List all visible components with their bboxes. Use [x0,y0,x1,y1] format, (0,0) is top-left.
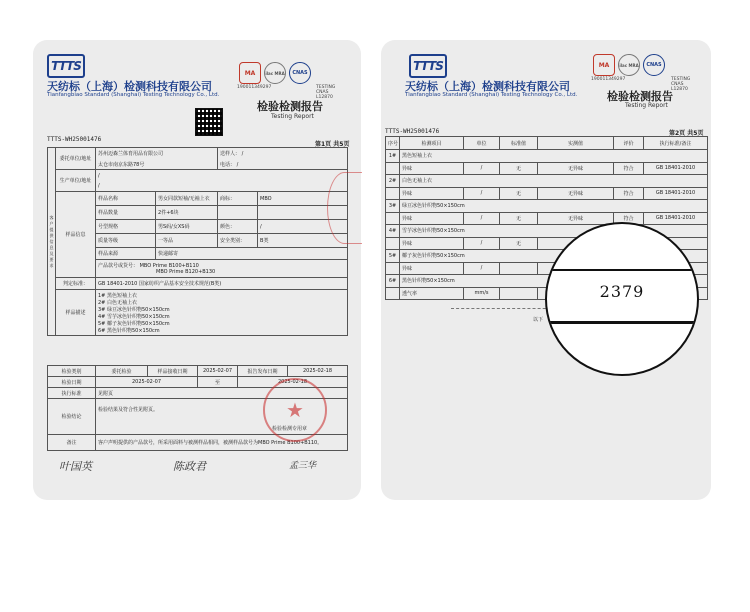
receive-date-label: 样品接收日期 [148,366,198,377]
result-cell-unit: mm/s [464,287,500,300]
signature-2: 陈政君 [173,460,206,473]
source-value: 快递邮寄 [156,248,348,260]
page-number: 第1页 共5页 [315,141,350,148]
ma-cert-icon: MA [239,62,261,84]
result-cell-no: 1# [386,150,400,163]
result-cell-item: 异味 [400,262,464,275]
phone-value: / [236,161,239,168]
ma-code: 190011349297 [237,85,272,90]
results-header-cell: 执行标准/备注 [644,137,708,150]
result-cell-blank [386,187,400,200]
result-cell-limit: 无异味 [538,162,614,175]
standard-label: 判定标准： [56,278,96,290]
report-subtitle: Testing Report [625,102,668,109]
desc-list [96,290,348,336]
result-cell-item: 异味 [400,237,464,250]
result-cell-blank [386,262,400,275]
brand-label: 商标： [218,192,258,206]
cnas-code: TESTING CNAS L12870 [671,77,691,92]
result-cell-text: 椰子灰色针织物50×150cm [400,250,708,263]
result-row [386,187,708,200]
test-date-to: 至 [198,377,238,388]
result-cell-text: 黑色针织物50×150cm [400,275,708,288]
sample-section-row [386,175,708,188]
test-type-label: 检验类别 [48,366,96,377]
client-name: 苏州迈森兰体育用品有限公司 [98,150,164,157]
conclusion-value: 检验结果及符合性见附页。 [98,407,159,413]
client-address: 太仓市南京东路78号 [98,161,145,168]
company-name-cn: 天纺标（上海）检测科技有限公司 [405,80,570,93]
cert-logos [239,62,311,84]
model-value: 男S码/女XS码 [156,220,218,234]
signature-3: 孟三华 [289,461,317,471]
magnified-value: 2379 [599,282,645,301]
result-cell-eval: GB 18401-2010 [644,187,708,200]
results-header-cell: 标准值 [500,137,538,150]
report-page-1 [33,40,361,500]
ilac-cert-icon: ilac MRA [618,54,640,76]
company-name-en: Tianfangbiao Standard (Shanghai) Testing Technology Co., Ltd. [47,92,220,98]
result-cell-blank [386,162,400,175]
result-cell-limit: 无异味 [538,212,614,225]
model2-value-1: MBO Prime B100+B110 [139,263,199,269]
result-row [386,212,708,225]
result-cell-no: 5# [386,250,400,263]
sample-section-row [386,150,708,163]
test-date-end: 2025-02-18 [238,377,348,388]
end-divider [451,308,561,309]
contact-cell [218,148,348,170]
contact-label: 送样人： [220,150,241,157]
cnas-cert-icon: CNAS [643,54,665,76]
report-title: 检验检测报告 [257,100,323,113]
result-cell-eval: GB 18401-2010 [644,162,708,175]
page-number: 第2页 共5页 [669,130,704,137]
issue-date-value: 2025-02-18 [288,366,348,377]
side-stamp [327,172,362,244]
result-cell-item: 异味 [400,187,464,200]
results-header-cell: 单位 [464,137,500,150]
color-value: / [258,220,348,234]
stamp-star-icon: ★ [286,398,304,422]
maker-value-2: / [98,182,100,189]
cert-logos [593,54,665,76]
result-cell-unit: / [464,212,500,225]
items-value: 见附页 [96,388,348,399]
company-name-cn: 天纺标（上海）检测科技有限公司 [47,80,212,93]
safety-label: 安全类别： [218,234,258,248]
magnifier-zoom [545,222,699,376]
phone-label: 电话： [220,161,236,168]
result-cell-item: 透气率 [400,287,464,300]
report-subtitle: Testing Report [271,113,314,120]
qty-label: 样品数量 [96,206,156,220]
receive-date-value: 2025-02-07 [198,366,238,377]
brand-value: MBO [258,192,348,206]
result-cell-no: 4# [386,225,400,238]
stamp-note: 检验检测专用章 [271,426,307,432]
desc-item: 4# 雪芋冰色针织物50×150cm [98,313,170,320]
ma-code: 190011349297 [591,77,626,82]
source-label: 样品来源 [96,248,156,260]
desc-item: 3# 绿豆冰色针织物50×150cm [98,306,170,313]
result-cell-limit: 无异味 [538,187,614,200]
remark-label: 备注 [48,435,96,451]
result-cell-text: 黑色短袖上衣 [400,150,708,163]
official-stamp [263,378,327,442]
grade-value: 一等品 [156,234,218,248]
result-cell-no: 3# [386,200,400,213]
desc-label: 样品描述 [56,290,96,336]
results-header-cell: 序号 [386,137,400,150]
model2-cell [96,260,348,278]
client-cell [96,148,218,170]
sample-name-label: 样品名称 [96,192,156,206]
maker-value-1: / [98,172,100,179]
signature-1: 叶国英 [59,460,92,473]
desc-item: 1# 黑色短袖上衣 [98,292,137,299]
result-row [386,162,708,175]
ttts-logo: TTTS [47,54,85,78]
ilac-cert-icon: ilac MRA [264,62,286,84]
result-cell-unit: / [464,262,500,275]
result-cell-std [500,287,538,300]
result-cell-blank [386,287,400,300]
report-title: 检验检测报告 [607,90,673,103]
report-info-table [47,147,348,336]
result-cell-text: 雪芋冰色针织物50×150cm [400,225,708,238]
result-cell-result: 符合 [614,187,644,200]
model2-label: 产品款号或货号： [98,263,139,269]
result-cell-std: 无 [500,237,538,250]
empty-cell [218,206,258,220]
desc-item: 2# 白色无袖上衣 [98,299,137,306]
items-label: 执行标准 [48,388,96,399]
result-cell-unit: / [464,187,500,200]
result-cell-item: 异味 [400,212,464,225]
result-cell-result: 符合 [614,162,644,175]
ma-cert-icon: MA [593,54,615,76]
result-cell-blank [386,212,400,225]
result-cell-std: 无 [500,212,538,225]
company-name-en: Tianfangbiao Standard (Shanghai) Testing Technology Co., Ltd. [405,92,578,98]
result-cell-text: 绿豆冰色针织物50×150cm [400,200,708,213]
issue-date-label: 报告发布日期 [238,366,288,377]
sample-name-value: 男女同款短袖/无袖上衣 [156,192,218,206]
qr-code [195,108,223,136]
ttts-logo: TTTS [409,54,447,78]
result-cell-unit: / [464,162,500,175]
grade-label: 质量等级 [96,234,156,248]
remark-value: 客户声明提供的产品款号，所采用面料与被测样品相同，被测样品款号为MBO Prime B100+B110。 [96,435,348,451]
results-header-cell: 评价 [614,137,644,150]
side-label: 客户提供信息及要求 [48,148,56,336]
standard-value: GB 18401-2010 国家纺织产品基本安全技术规范(B类) [96,278,348,290]
below-text: 以下 [533,317,544,323]
report-number: TTTS-WH25001476 [47,136,102,143]
result-cell-std [500,262,538,275]
sample-section-row [386,200,708,213]
model-label: 号型规格 [96,220,156,234]
result-cell-std: 无 [500,187,538,200]
qty-value: 2件+6块 [156,206,218,220]
contact-value: / [241,150,244,157]
safety-value: B类 [258,234,348,248]
result-cell-no: 2# [386,175,400,188]
conclusion-label: 检验结论 [48,399,96,435]
sample-info-label: 样品信息 [56,192,96,278]
result-cell-std: 无 [500,162,538,175]
maker-cell [96,170,348,192]
desc-item: 5# 椰子灰色针织物50×150cm [98,320,170,327]
cnas-code: TESTING CNAS L12870 [316,85,336,100]
maker-label: 生产单位/地址 [56,170,96,192]
results-header-cell: 实测值 [538,137,614,150]
color-label: 颜色： [218,220,258,234]
desc-item: 6# 黑色针织物50×150cm [98,327,160,334]
result-cell-unit: / [464,237,500,250]
cnas-cert-icon: CNAS [289,62,311,84]
result-cell-item: 异味 [400,162,464,175]
result-cell-eval: GB 18401-2010 [644,212,708,225]
results-header-cell: 检测项目 [400,137,464,150]
test-date-value: 2025-02-07 [96,377,198,388]
result-cell-blank [386,237,400,250]
test-type-value: 委托检验 [96,366,148,377]
result-cell-no: 6# [386,275,400,288]
test-date-label: 检验日期 [48,377,96,388]
report-number: TTTS-WH25001476 [385,128,440,135]
client-label: 委托单位/地址 [56,148,96,170]
result-cell-text: 白色无袖上衣 [400,175,708,188]
model2-value-2: MBO Prime B120+B130 [156,269,216,275]
result-cell-result: 符合 [614,212,644,225]
